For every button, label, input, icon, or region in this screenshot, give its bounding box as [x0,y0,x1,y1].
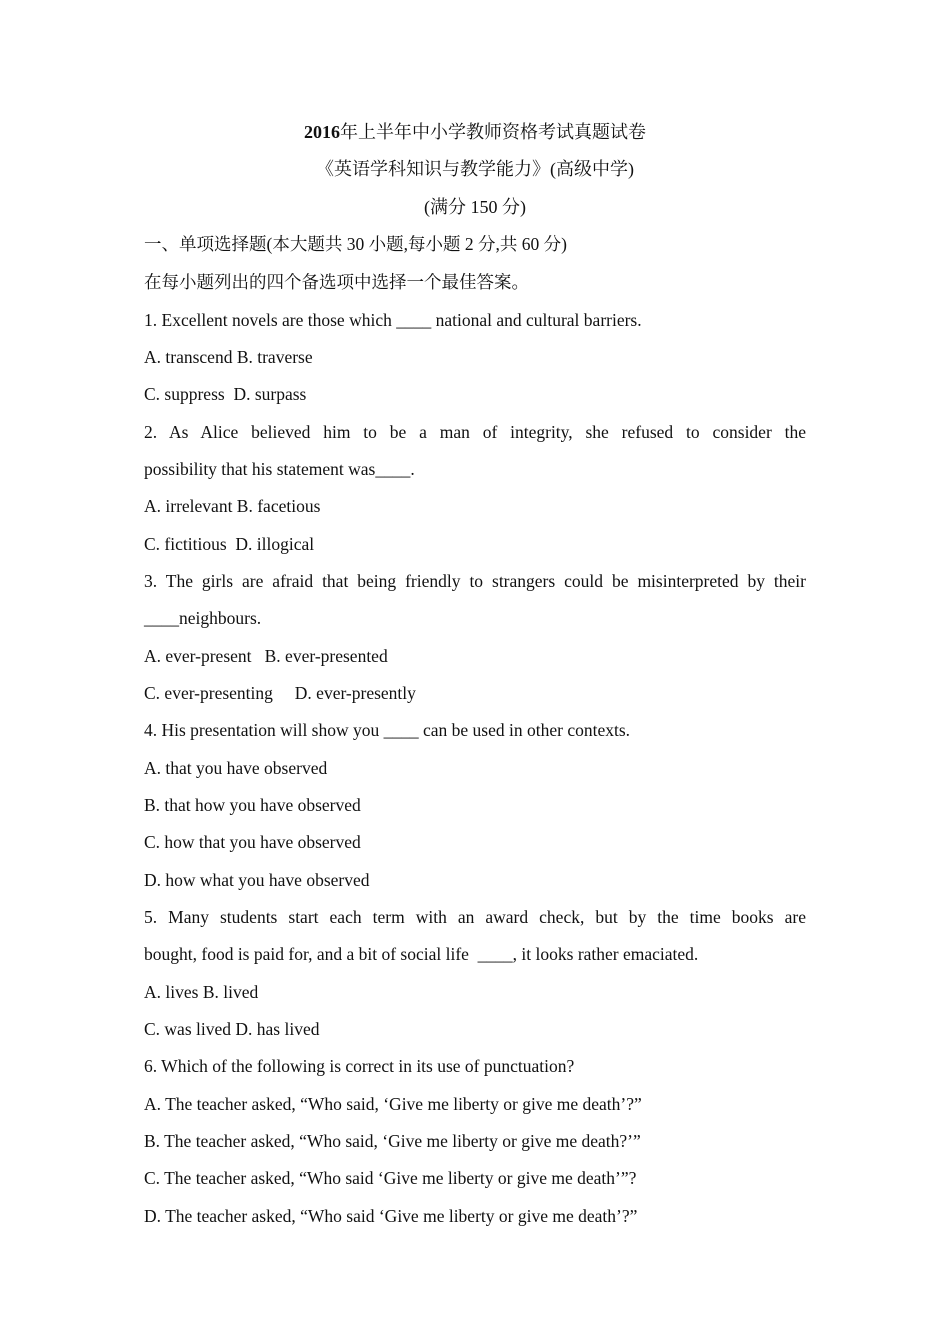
question-2-option-line: A. irrelevant B. facetious [144,496,321,516]
question-3-option-line: C. ever-presenting D. ever-presently [144,683,416,703]
section-heading: 一、单项选择题(本大题共 30 小题,每小题 2 分,共 60 分) [144,234,567,254]
question-2-stem: 2. As Alice believed him to be a man of integrity, she refused to consider the [144,422,806,442]
exam-title [0,120,950,144]
question-2-stem-cont: possibility that his statement was____. [144,459,415,479]
exam-score: (满分 150 分) [424,197,526,217]
question-4-option-d: D. how what you have observed [144,870,370,890]
question-6-stem: 6. Which of the following is correct in its use of punctuation? [144,1056,575,1076]
question-4-option-a: A. that you have observed [144,758,328,778]
question-6-option-a: A. The teacher asked, “Who said, ‘Give me liberty or give me death’?” [144,1094,642,1114]
question-4-stem: 4. His presentation will show you ____ can be used in other contexts. [144,720,631,740]
question-5-stem: 5. Many students start each term with an award check, but by the time books are [144,907,806,927]
question-1-option-line: A. transcend B. traverse [144,347,313,367]
section-instruction: 在每小题列出的四个备选项中选择一个最佳答案。 [144,272,529,292]
question-5-option-line: C. was lived D. has lived [144,1019,320,1039]
question-6-option-d: D. The teacher asked, “Who said ‘Give me liberty or give me death’?” [144,1206,638,1226]
question-3-stem: 3. The girls are afraid that being friendly to strangers could be misinterpreted by their [144,571,806,591]
question-6-option-c: C. The teacher asked, “Who said ‘Give me liberty or give me death’”? [144,1168,637,1188]
exam-title-text: 年上半年中小学教师资格考试真题试卷 [340,122,646,142]
question-2-option-line: C. fictitious D. illogical [144,534,315,554]
question-5-option-line: A. lives B. lived [144,982,259,1002]
question-6-option-b: B. The teacher asked, “Who said, ‘Give me liberty or give me death?’” [144,1131,641,1151]
question-3-option-line: A. ever-present B. ever-presented [144,646,388,666]
question-4-option-c: C. how that you have observed [144,832,361,852]
question-5-stem-cont: bought, food is paid for, and a bit of social life ____, it looks rather emaciated. [144,944,699,964]
exam-title-year: 2016 [304,122,340,142]
question-4-option-b: B. that how you have observed [144,795,361,815]
question-1-stem: 1. Excellent novels are those which ____ national and cultural barriers. [144,310,642,330]
question-3-stem-cont: ____neighbours. [144,608,262,628]
exam-subtitle: 《英语学科知识与教学能力》(高级中学) [316,159,634,179]
question-1-option-line: C. suppress D. surpass [144,384,307,404]
